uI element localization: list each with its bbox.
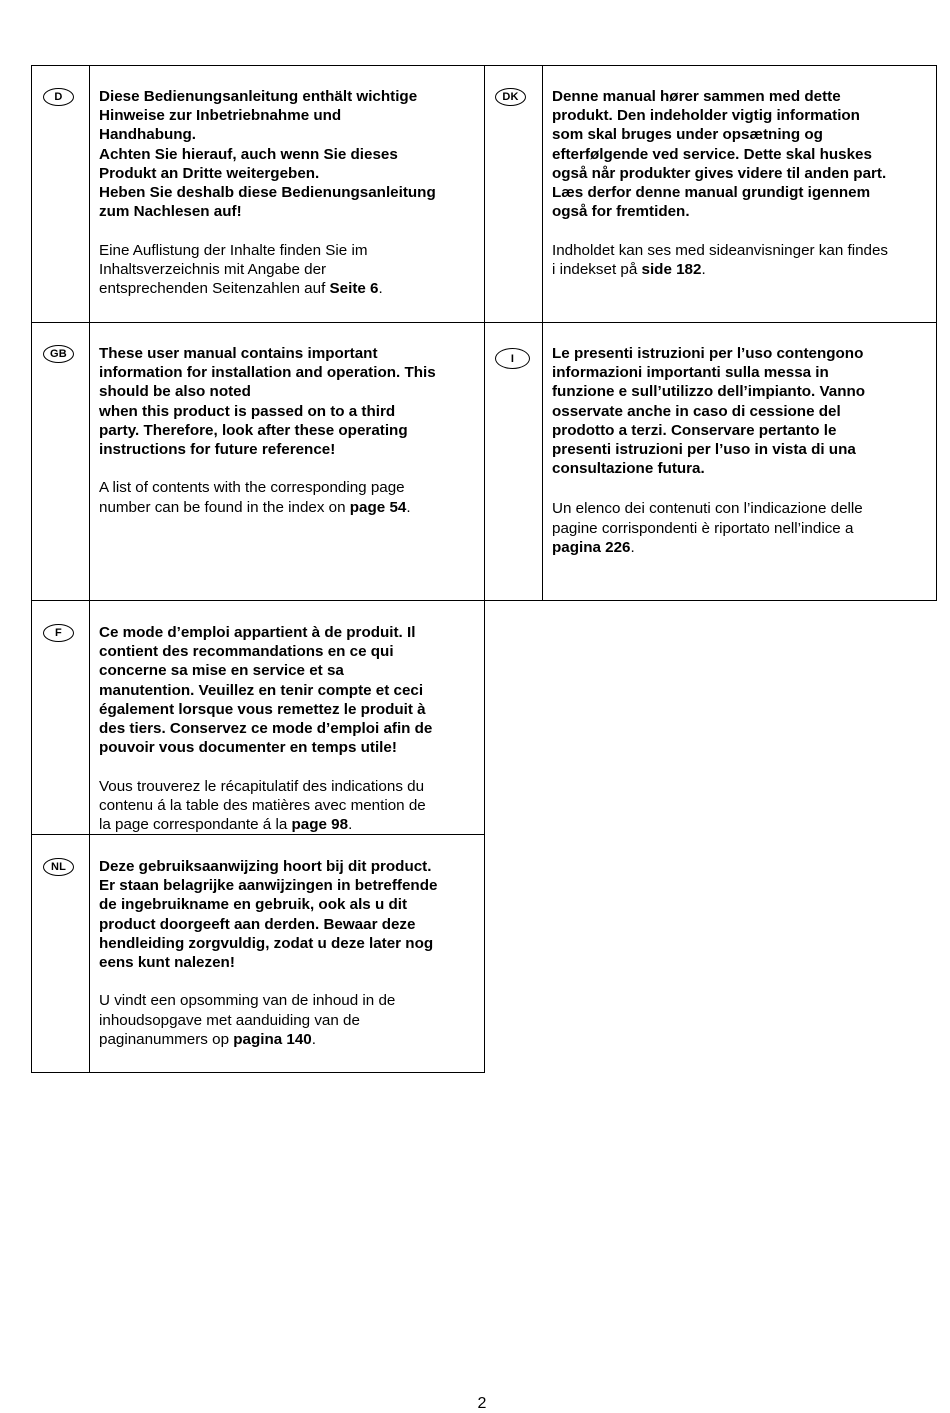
de-notice-line: Hinweise zur Inbetriebnahme und [99, 107, 342, 125]
nl-notice-line: eens kunt nalezen! [99, 954, 235, 972]
nl-index-line [99, 1030, 437, 1049]
it-notice-line: presenti istruzioni per l’uso in vista di una [552, 441, 856, 459]
fr-notice-line: concerne sa mise en service et sa [99, 662, 344, 680]
gb-index-reference [99, 478, 436, 516]
nl-notice-line: de ingebruikname en gebruik, ook als u dit [99, 896, 408, 914]
section-dk [552, 87, 888, 279]
page-number: 2 [477, 1395, 487, 1412]
gb-notice [99, 344, 436, 459]
section-gb [99, 344, 436, 517]
section-de [99, 87, 436, 298]
de-notice [99, 87, 436, 221]
table-divider-middle [484, 65, 485, 1073]
gb-suffix: . [406, 498, 411, 516]
it-page-ref: pagina 226 [552, 538, 631, 556]
de-notice-line: Achten Sie hierauf, auch wenn Sie dieses [99, 145, 398, 163]
de-notice-line: Handhabung. [99, 126, 197, 144]
fr-index-line: contenu á la table des matières avec mention de [99, 796, 426, 814]
de-index-line [99, 279, 436, 298]
gb-index-text: number can be found in the index on [99, 498, 350, 516]
fr-notice-line: pouvoir vous documenter en temps utile! [99, 739, 397, 757]
it-notice-line: Le presenti istruzioni per l’uso contengono [552, 345, 864, 362]
section-fr [99, 623, 432, 834]
de-notice-line: Produkt an Dritte weitergeben. [99, 164, 320, 182]
gb-notice-line: party. Therefore, look after these operating [99, 421, 408, 439]
table-divider-right-badge [542, 65, 543, 601]
de-index-line: Inhaltsverzeichnis mit Angabe der [99, 260, 327, 278]
de-index-reference [99, 241, 436, 299]
dk-notice [552, 87, 888, 221]
language-badge-fr: F [43, 624, 74, 642]
dk-index-text: i indekset på [552, 260, 642, 278]
language-badge-de: D [43, 88, 74, 106]
language-badge-dk: DK [495, 88, 526, 106]
gb-notice-line: These user manual contains important [99, 345, 378, 362]
dk-index-reference [552, 241, 888, 279]
dk-page-ref: side 182 [641, 260, 702, 278]
it-notice-line: funzione e sull’utilizzo dell’impianto. Vanno [552, 383, 866, 401]
nl-page-ref: pagina 140 [233, 1030, 312, 1048]
dk-notice-line: også for fremtiden. [552, 203, 690, 221]
gb-index-line: A list of contents with the corresponding page [99, 479, 405, 497]
dk-suffix: . [701, 260, 706, 278]
section-it [552, 344, 865, 557]
it-notice [552, 344, 865, 478]
de-suffix: . [378, 280, 383, 298]
fr-index-line [99, 815, 432, 834]
it-index-reference [552, 499, 865, 557]
fr-page-ref: page 98 [291, 816, 349, 834]
it-suffix: . [630, 538, 635, 556]
dk-notice-line: også når produkter gives videre til anden part. [552, 164, 887, 182]
nl-notice-line: product doorgeeft aan derden. Bewaar deze [99, 915, 416, 933]
gb-index-line [99, 498, 436, 517]
nl-notice-line: Er staan belagrijke aanwijzingen in betreffende [99, 877, 438, 895]
gb-notice-line: information for installation and operation. This [99, 364, 436, 382]
it-index-line: Un elenco dei contenuti con l’indicazione delle [552, 500, 863, 518]
fr-index-line: Vous trouverez le récapitulatif des indications du [99, 777, 425, 795]
it-index-line: pagine corrispondenti è riportato nell’indice a [552, 519, 854, 537]
nl-index-reference [99, 991, 437, 1049]
language-badge-nl: NL [43, 858, 74, 876]
dk-notice-line: efterfølgende ved service. Dette skal huskes [552, 145, 872, 163]
de-index-line: Eine Auflistung der Inhalte finden Sie im [99, 241, 368, 259]
it-notice-line: consultazione futura. [552, 460, 705, 478]
language-badge-it: I [495, 348, 530, 369]
de-page-ref: Seite 6 [329, 280, 379, 298]
table-border-bottom [31, 1072, 485, 1073]
table-border-left [31, 65, 32, 1073]
dk-index-line: Indholdet kan ses med sideanvisninger kan findes [552, 241, 889, 259]
de-index-text: entsprechenden Seitenzahlen auf [99, 280, 330, 298]
fr-index-reference [99, 777, 432, 835]
it-notice-line: prodotto a terzi. Conservare pertanto le [552, 421, 837, 439]
fr-notice-line: des tiers. Conservez ce mode d’emploi afin de [99, 720, 433, 738]
gb-notice-line: should be also noted [99, 383, 251, 401]
nl-index-line: inhoudsopgave met aanduiding van de [99, 1011, 360, 1029]
it-notice-line: osservate anche in caso di cessione del [552, 402, 841, 420]
gb-notice-line: instructions for future reference! [99, 441, 336, 459]
fr-notice [99, 623, 432, 757]
nl-notice [99, 857, 437, 972]
fr-notice-line: manutention. Veuillez en tenir compte et ceci [99, 681, 424, 699]
language-badge-gb: GB [43, 345, 74, 363]
it-notice-line: informazioni importanti sulla messa in [552, 364, 829, 382]
nl-notice-line: Deze gebruiksaanwijzing hoort bij dit product. [99, 858, 432, 875]
dk-notice-line: som skal bruges under opsætning og [552, 126, 823, 144]
table-divider-left-badge [89, 65, 90, 1073]
dk-notice-line: Denne manual hører sammen med dette [552, 88, 841, 105]
de-notice-line: Heben Sie deshalb diese Bedienungsanleitung [99, 184, 436, 202]
fr-notice-line: également lorsque vous remettez le produit à [99, 700, 426, 718]
section-nl [99, 857, 437, 1049]
dk-index-line [552, 260, 888, 279]
table-border-right [936, 65, 937, 601]
it-index-line [552, 538, 865, 557]
de-notice-line: zum Nachlesen auf! [99, 203, 242, 221]
de-notice-line: Diese Bedienungsanleitung enthält wichtige [99, 88, 418, 105]
nl-notice-line: hendleiding zorgvuldig, zodat u deze later nog [99, 934, 434, 952]
gb-page-ref: page 54 [349, 498, 407, 516]
fr-notice-line: contient des recommandations en ce qui [99, 643, 394, 661]
nl-index-line: U vindt een opsomming van de inhoud in de [99, 992, 396, 1010]
gb-notice-line: when this product is passed on to a third [99, 402, 396, 420]
nl-index-text: paginanummers op [99, 1030, 234, 1048]
fr-notice-line: Ce mode d’emploi appartient à de produit. Il [99, 624, 416, 641]
nl-suffix: . [311, 1030, 316, 1048]
dk-notice-line: produkt. Den indeholder vigtig information [552, 107, 860, 125]
fr-suffix: . [348, 816, 353, 834]
fr-index-text: la page correspondante á la [99, 816, 292, 834]
dk-notice-line: Læs derfor denne manual grundigt igennem [552, 184, 871, 202]
